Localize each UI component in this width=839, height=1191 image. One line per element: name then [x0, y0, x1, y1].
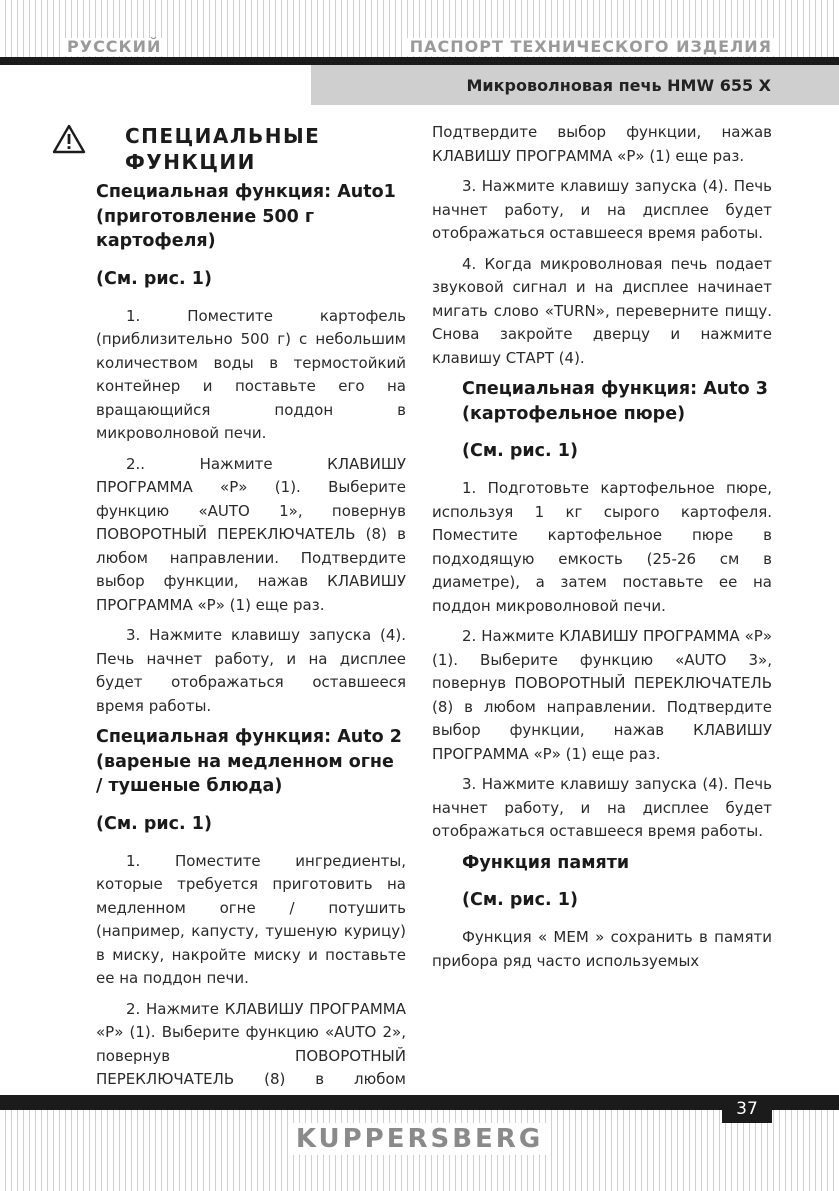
auto2-step-3: 3. Нажмите клавишу запуска (4). Печь начнет работу, и на дисплее будет отображаться оставшееся время работы.: [432, 177, 772, 242]
auto2-step-2-continued: Подтвердите выбор функции, нажав КЛАВИШУ ПРОГРАММА «Р» (1) еще раз.: [432, 123, 772, 165]
page-number: 37: [722, 1095, 772, 1123]
auto3-step-3: 3. Нажмите клавишу запуска (4). Печь начнет работу, и на дисплее будет отображаться оставшееся время работы.: [432, 775, 772, 840]
auto2-heading: Специальная функция: Auto 2 (вареные на медленном огне / тушеные блюда): [96, 727, 402, 796]
auto1-figure-ref: (См. рис. 1): [96, 268, 212, 289]
left-column: [96, 180, 406, 1122]
auto2-figure-ref: (См. рис. 1): [96, 813, 212, 834]
auto1-step-3: 3. Нажмите клавишу запуска (4). Печь начнет работу, и на дисплее будет отображаться оставшееся время работы.: [96, 626, 406, 715]
auto2-step-1: 1. Поместите ингредиенты, которые требуется приготовить на медленном огне / потушить (например, капусту, тушеную курицу) в миску, накройте миску и поставьте ее на поддон печи.: [96, 851, 406, 987]
auto1-step-2: 2.. Нажмите КЛАВИШУ ПРОГРАММА «Р» (1). Выберите функцию «AUTO 1», повернув ПОВОРОТНЫЙ ПЕРЕКЛЮЧАТЕЛЬ (8) в любом направлении. Подтвердите выбор функции, нажав КЛАВИШУ ПРОГРАММА «Р» (1) еще раз.: [96, 454, 406, 614]
header-language: РУССКИЙ: [64, 38, 164, 56]
auto1-step-1: 1. Поместите картофель (приблизительно 500 г) с небольшим количеством воды в термостойкий контейнер и поставьте его на вращающийся поддон в микроволновой печи.: [96, 306, 406, 442]
model-title: Микроволновая печь HMW 655 X: [466, 76, 771, 95]
right-column: [432, 121, 772, 980]
auto3-heading: Специальная функция: Auto 3 (картофельное пюре): [462, 379, 768, 424]
auto2-step-2: 2. Нажмите КЛАВИШУ ПРОГРАММА «Р» (1). Выберите функцию «AUTO 2», повернув ПОВОРОТНЫЙ ПЕРЕКЛЮЧАТЕЛЬ (8) в любом: [96, 999, 406, 1088]
memory-description: Функция « МЕМ » сохранить в памяти прибора ряд часто используемых: [432, 928, 772, 970]
brand-logo: [0, 1123, 839, 1155]
auto3-step-2: 2. Нажмите КЛАВИШУ ПРОГРАММА «Р» (1). Выберите функцию «AUTO 3», повернув ПОВОРОТНЫЙ ПЕРЕКЛЮЧАТЕЛЬ (8) в любом направлении. Подтвердите выбор функции, нажав КЛАВИШУ ПРОГРАММА «Р» (1) еще раз.: [432, 627, 772, 763]
header-document-type: ПАСПОРТ ТЕХНИЧЕСКОГО ИЗДЕЛИЯ: [407, 38, 775, 56]
warning-icon: [52, 124, 86, 154]
memory-figure-ref: (См. рис. 1): [462, 890, 578, 910]
auto3-step-1: 1. Подготовьте картофельное пюре, используя 1 кг сырого картофеля. Поместите картофельное пюре в подходящую емкость (25-26 см в диаметре), а затем поставьте ее на поддон микроволновой печи.: [432, 479, 772, 615]
memory-heading: Функция памяти: [462, 852, 630, 873]
footer-rule: [0, 1095, 839, 1110]
header-rule: [0, 57, 839, 65]
auto3-figure-ref: (См. рис. 1): [462, 441, 578, 461]
auto1-heading: Специальная функция: Auto1 (приготовление 500 г картофеля): [96, 182, 396, 251]
auto2-step-4: 4. Когда микроволновая печь подает звуковой сигнал и на дисплее начинает мигать слово «TURN», переверните пищу. Снова закройте дверцу и нажмите клавишу СТАРТ (4).: [432, 254, 772, 367]
section-title: СПЕЦИАЛЬНЫЕ ФУНКЦИИ: [125, 124, 321, 174]
brand-name: KUPPERSBERG: [290, 1123, 549, 1155]
model-bar: [311, 65, 839, 105]
